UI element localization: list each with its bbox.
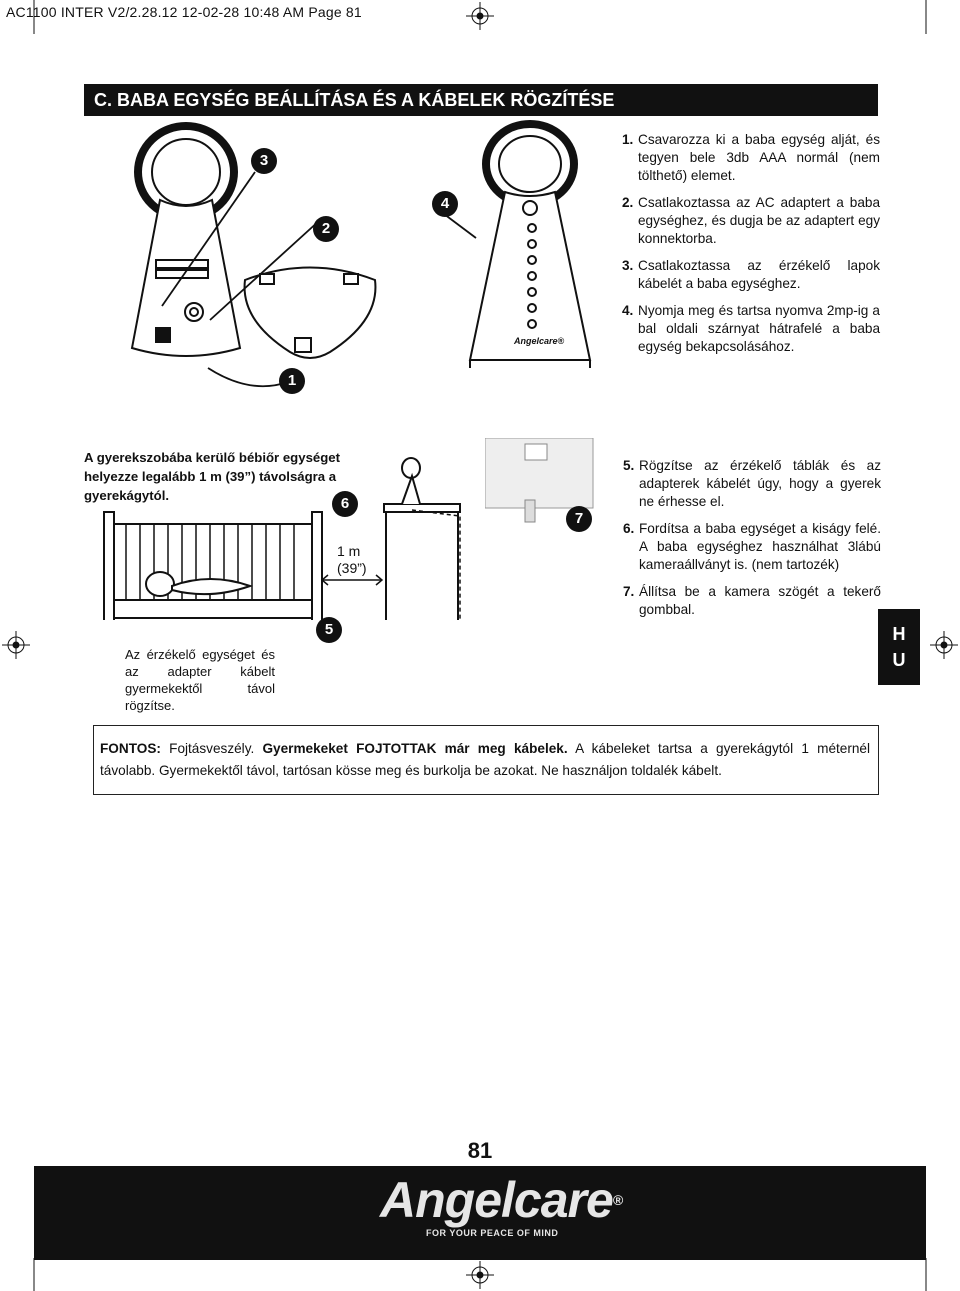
- callout-7: 7: [566, 506, 592, 532]
- language-letter-2: U: [892, 650, 906, 670]
- step-2: 2. Csatlakoztassa az AC adaptert a baba egységhez, és dugja be az adaptert egy konnektorba.: [622, 195, 880, 246]
- section-title: C. BABA EGYSÉG BEÁLLÍTÁSA ÉS A KÁBELEK RÖGZÍTÉSE: [84, 84, 878, 116]
- page-number: 81: [467, 1138, 493, 1163]
- step-3: 3. Csatlakoztassa az érzékelő lapok kábelét a baba egységhez.: [622, 258, 880, 291]
- step-6: 6. Fordítsa a baba egységet a kiságy felé. A baba egységhez használhat 3lábú kameraállványt is. (nem tartozék): [623, 521, 881, 572]
- dresser: [384, 458, 460, 620]
- logo-reg-mark: ®: [612, 1192, 623, 1208]
- crib-distance-caption: A gyerekszobába kerülő bébiőr egységet helyezze legalább 1 m (39”) távolságra a gyerekágytól.: [84, 450, 341, 503]
- distance-label-1m: 1 m: [337, 543, 361, 559]
- distance-label-inches: (39”): [337, 560, 367, 576]
- registration-mark-right: [930, 631, 958, 659]
- logo-tagline: FOR YOUR PEACE OF MIND: [426, 1228, 559, 1238]
- brand-logo: [380, 1172, 640, 1252]
- steps-bottom-list: [623, 457, 881, 628]
- callout-2: 2: [313, 216, 339, 242]
- baby-unit-illustration: [100, 120, 620, 390]
- callout-1: 1: [279, 368, 305, 394]
- device-brand-label: Angelcare®: [514, 336, 565, 346]
- crib: [104, 512, 322, 620]
- warning-box: [93, 725, 879, 795]
- step-7: 7. Állítsa be a kamera szögét a tekerő gombbal.: [623, 584, 881, 617]
- callout-6: 6: [332, 491, 358, 517]
- warning-label: FONTOS:: [100, 741, 161, 756]
- language-letter-1: H: [892, 624, 906, 644]
- warning-text-1: Fojtásveszély.: [160, 741, 263, 756]
- callout-3: 3: [251, 148, 277, 174]
- baby-unit-front-view: [470, 124, 590, 368]
- callout-5: 5: [316, 617, 342, 643]
- warning-bold-text: Gyermekeket FOJTOTTAK már meg kábelek.: [262, 741, 568, 756]
- print-header: AC1100 INTER V2/2.28.12 12-02-28 10:48 AM Page 81: [6, 4, 362, 20]
- registration-mark-left: [2, 631, 30, 659]
- cable-caption: Az érzékelő egységet és az adapter kábelt gyermekektől távol rögzítse.: [125, 647, 275, 713]
- battery-cover-view: [245, 268, 376, 359]
- registration-mark-top: [466, 2, 494, 30]
- callout-4: 4: [432, 191, 458, 217]
- logo-brand-text: Angelcare: [380, 1172, 613, 1228]
- steps-top-list: [622, 131, 880, 365]
- step-4: 4. Nyomja meg és tartsa nyomva 2mp-ig a bal oldali szárnyat hátrafelé a baba egység bekapcsolásához.: [622, 303, 880, 354]
- language-tab: [878, 609, 920, 685]
- registration-mark-bottom: [466, 1261, 494, 1289]
- baby-unit-back-view: [132, 126, 240, 356]
- step-5: 5. Rögzítse az érzékelő táblák és az adapterek kábelét úgy, hogy a gyerek ne érhesse el.: [623, 458, 881, 509]
- step-1: 1. Csavarozza ki a baba egység alját, és tegyen bele 3db AAA normál (nem tölthető) elemet.: [622, 132, 880, 183]
- warning-text-2: A kábeleket tartsa a gyerekágytól 1 méternél távolabb. Gyermekektől távol, tartósan kösse meg és burkolja be azokat. Ne használjon toldalék kábelt.: [100, 741, 871, 778]
